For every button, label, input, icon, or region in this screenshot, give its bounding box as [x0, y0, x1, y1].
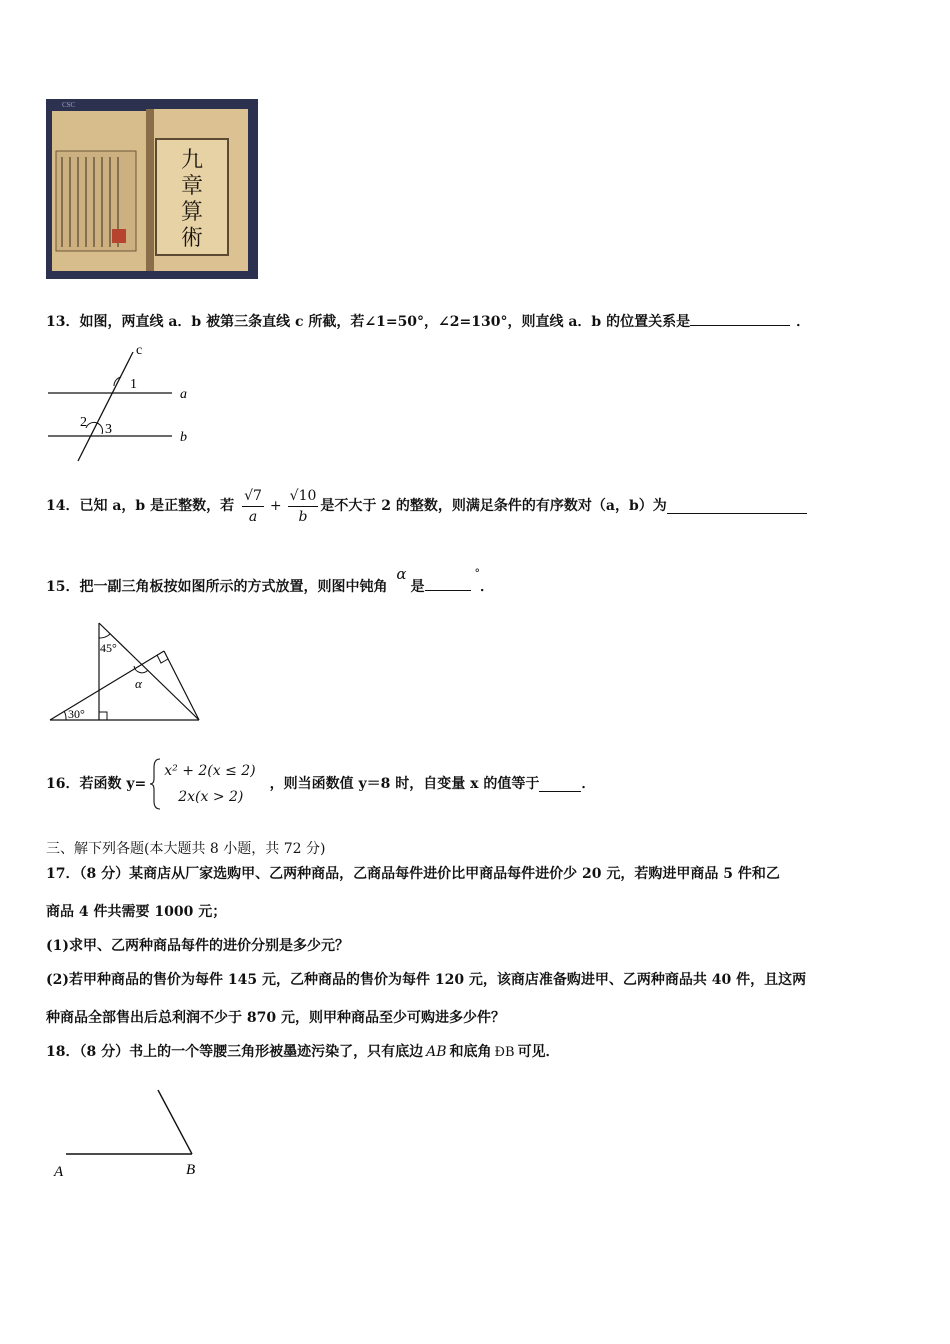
book-photo	[46, 99, 258, 279]
label-angle-2: 2	[80, 415, 87, 430]
q13-text: 13．如图，两直线 a．b 被第三条直线 c 所截，若∠1=50°，∠2=130°，则直线 a．b 的位置关系是	[46, 314, 691, 330]
q15-mid: 是	[410, 579, 425, 595]
label-A: A	[54, 1164, 64, 1180]
question-15	[46, 565, 494, 598]
cover-char-2: 章	[180, 173, 204, 198]
alpha-arc	[134, 666, 148, 673]
q14-frac1-denominator: a	[248, 508, 258, 525]
label-b: b	[180, 430, 187, 445]
set-square-hypotenuse-45	[99, 623, 199, 720]
cover-char-4: 術	[180, 225, 204, 250]
q14-pre: 14．已知 a，b 是正整数，若	[46, 498, 235, 514]
q15-text: 15．把一副三角板按如图所示的方式放置，则图中钝角	[46, 579, 388, 595]
angle-30-arc	[64, 711, 66, 720]
label-B: B	[186, 1162, 196, 1178]
question-13	[46, 311, 810, 332]
q18-angle-b: ÐB	[494, 1045, 515, 1060]
q18-post: 可见．	[517, 1044, 560, 1060]
label-angle-1: 1	[130, 377, 137, 392]
cover-char-3: 算	[180, 199, 204, 224]
side-from-B	[158, 1090, 192, 1154]
q16-case-2: 2x(x > 2)	[178, 789, 244, 805]
label-alpha: α	[135, 676, 142, 691]
photo-corner-tag: CSC	[62, 101, 76, 109]
label-c: c	[136, 343, 143, 358]
label-angle-3: 3	[105, 422, 112, 437]
section-3-heading: 三、解下列各题(本大题共 8 小题，共 72 分)	[46, 841, 326, 857]
line-c	[78, 352, 133, 461]
q18-pre: 18．（8 分）书上的一个等腰三角形被墨迹污染了，只有底边	[46, 1044, 424, 1060]
q17-part-2-line-2: 种商品全部售出后总利润不少于 870 元，则甲种商品至少可购进多少件？	[46, 1010, 505, 1026]
q13-tail: ．	[796, 314, 811, 330]
q17-part-1: (1)求甲、乙两种商品每件的进价分别是多少元？	[46, 938, 349, 954]
q14-answer-blank[interactable]	[667, 499, 807, 514]
q15-alpha: α	[396, 565, 407, 583]
question-14	[46, 480, 807, 532]
q18-mid: 和底角	[449, 1044, 492, 1060]
q15-degree: °	[474, 567, 480, 580]
q18-figure	[46, 1086, 216, 1186]
q14-frac2-denominator: b	[298, 508, 308, 525]
q17-line-2: 商品 4 件共需要 1000 元；	[46, 904, 227, 920]
label-30: 30°	[68, 707, 85, 721]
q15-answer-blank[interactable]	[425, 576, 471, 591]
q14-plus: +	[269, 498, 282, 514]
q14-fraction-2	[288, 486, 319, 527]
q16-case-1: x² + 2(x ≤ 2)	[164, 763, 256, 779]
q14-frac2-numerator: √10	[288, 486, 319, 507]
q16-tail: ．	[581, 776, 596, 792]
right-angle-mark-bottom	[99, 712, 107, 720]
q14-frac1-numerator: √7	[242, 486, 264, 507]
q14-post: 是不大于 2 的整数，则满足条件的有序数对（a，b）为	[320, 498, 667, 514]
question-16	[46, 756, 595, 812]
book-photo-illustration	[46, 99, 258, 279]
q14-fraction-1	[242, 486, 264, 527]
question-18	[46, 1042, 560, 1063]
label-a: a	[180, 387, 187, 402]
set-square-edge	[164, 651, 199, 720]
q17-part-2-line-1: (2)若甲种商品的售价为每件 145 元，乙种商品的售价为每件 120 元，该商店准备购进甲、乙两种商品共 40 件，且这两	[46, 972, 807, 988]
label-45: 45°	[100, 641, 117, 655]
angle-45-arc	[99, 634, 110, 638]
q16-post: ，则当函数值 y＝8 时，自变量 x 的值等于	[269, 776, 540, 792]
cover-char-1: 九	[180, 147, 204, 172]
q13-figure	[40, 340, 210, 465]
q16-cases	[164, 758, 255, 810]
q18-ab: AB	[426, 1044, 447, 1060]
q15-tail: ．	[480, 579, 494, 595]
q17-line-1: 17．（8 分）某商店从厂家选购甲、乙两种商品，乙商品每件进价比甲商品每件进价少 20 元，若购进甲商品 5 件和乙	[46, 866, 780, 882]
q16-pre: 16．若函数 y=	[46, 776, 147, 792]
q13-answer-blank[interactable]	[690, 311, 790, 326]
q16-answer-blank[interactable]	[539, 777, 581, 792]
q16-left-brace	[148, 757, 162, 811]
q15-figure	[44, 618, 214, 728]
